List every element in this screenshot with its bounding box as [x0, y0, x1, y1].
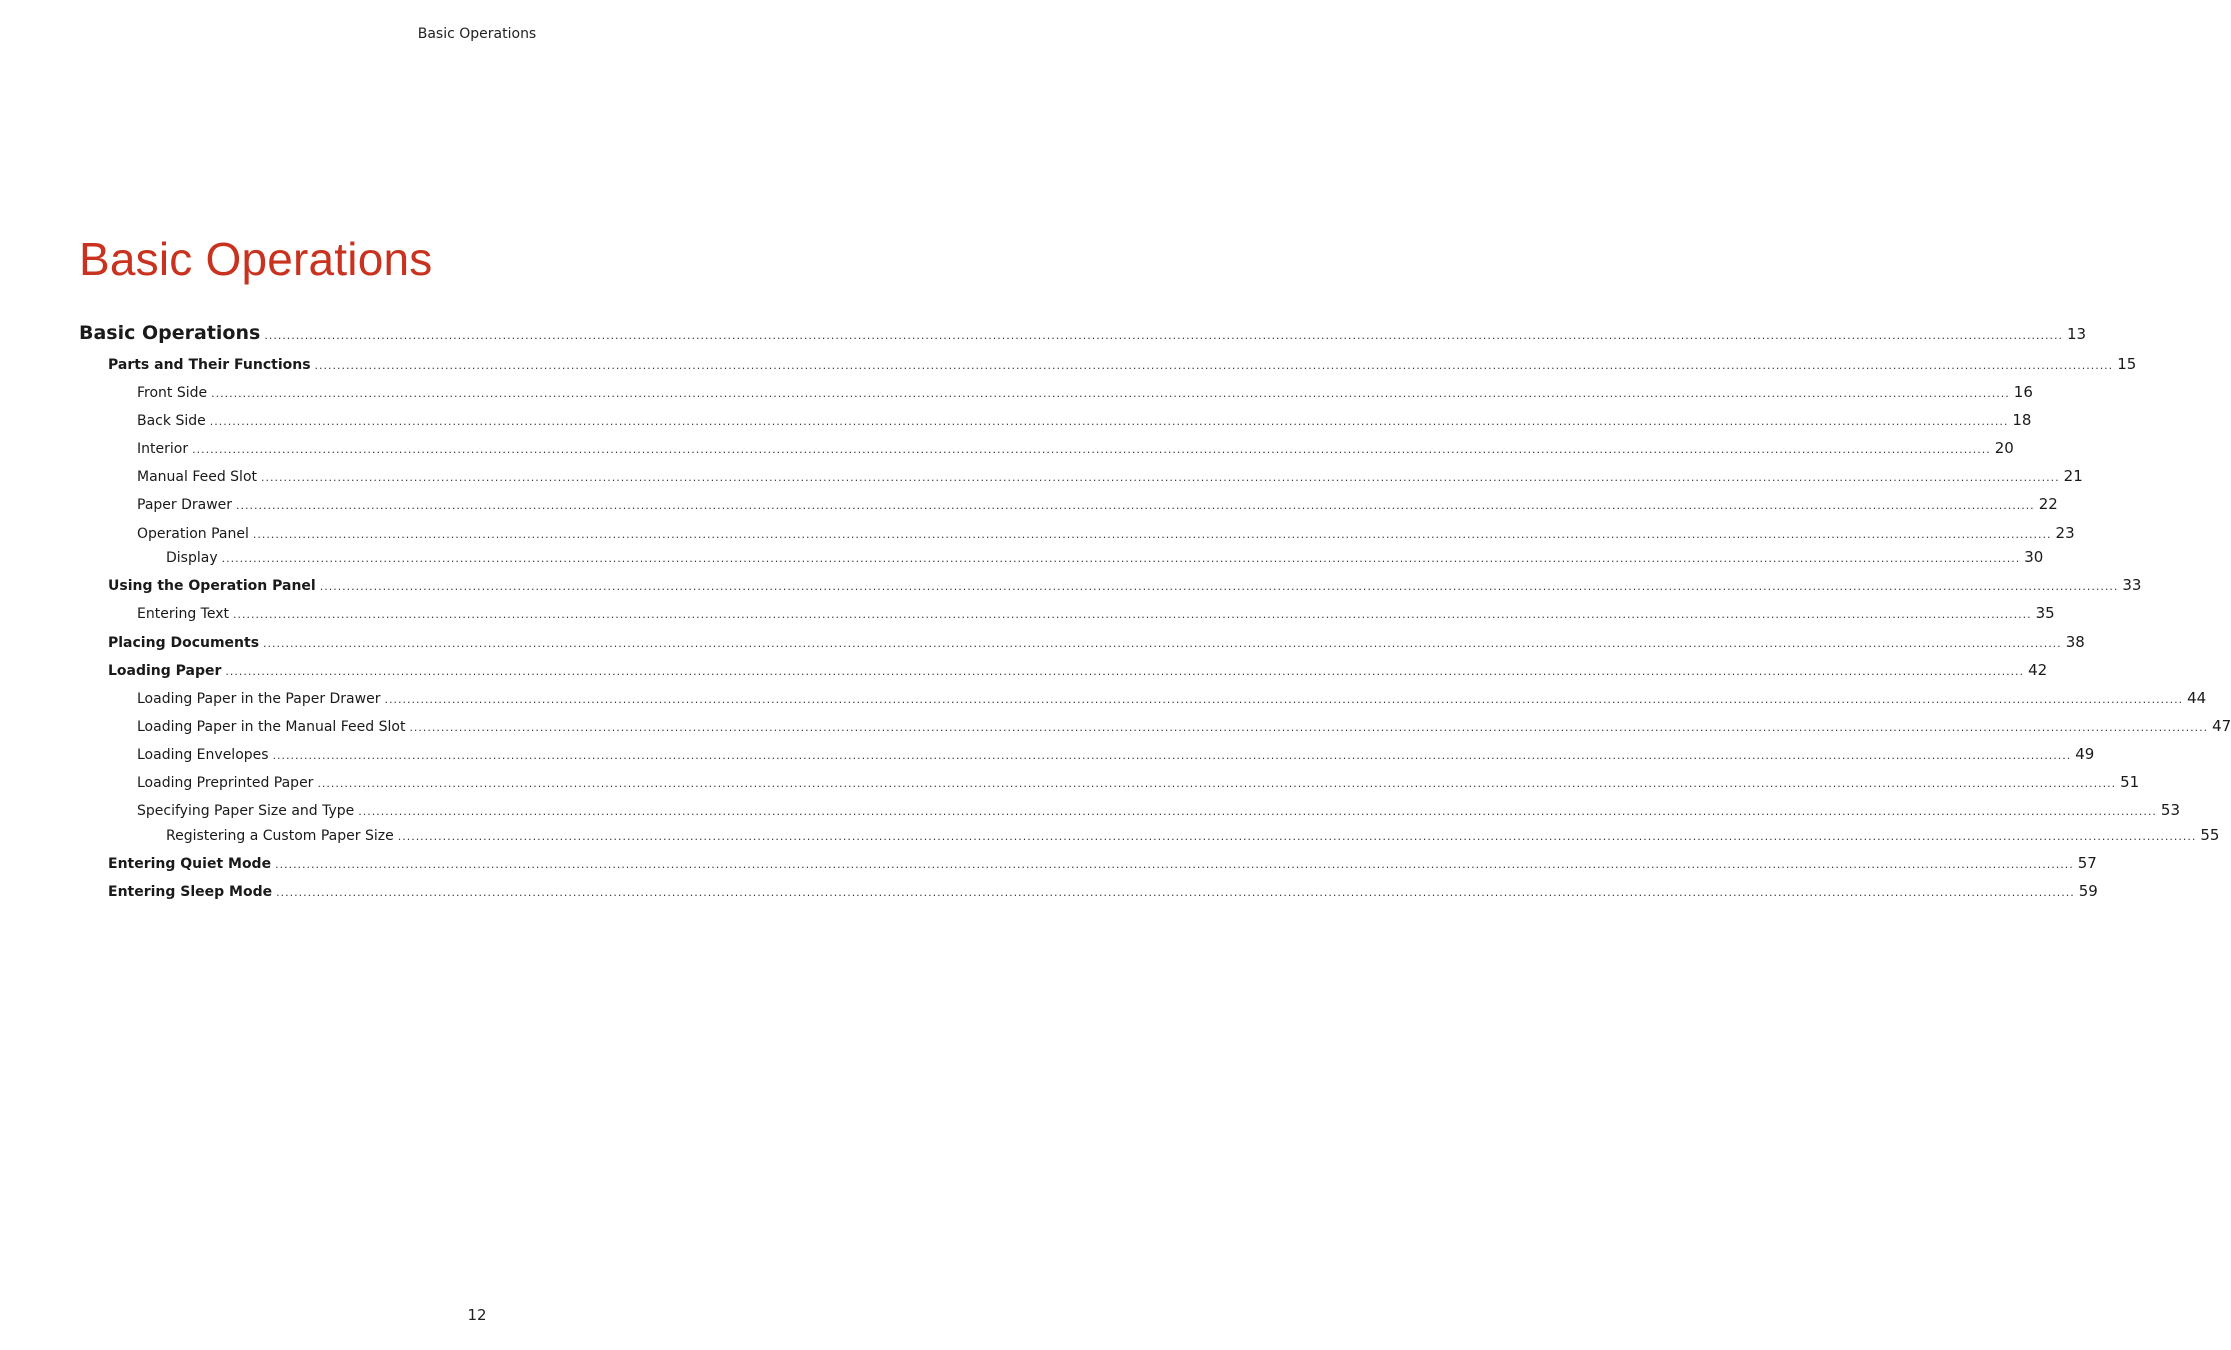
- toc-entry-page: 57: [2077, 854, 2097, 872]
- toc-entry-label: Display: [166, 550, 218, 566]
- toc-entry[interactable]: [137, 439, 2014, 457]
- toc-entry[interactable]: [137, 495, 2058, 513]
- toc-entry[interactable]: [137, 717, 2231, 735]
- toc-entry[interactable]: [108, 661, 2048, 679]
- toc-entry-label: Basic Operations: [79, 322, 261, 344]
- toc-entry-label: Manual Feed Slot: [137, 469, 258, 485]
- toc-entry-page: 18: [2012, 411, 2032, 429]
- toc-leader-dots: ................................................................................................................................................................................................................................................................................................................................................................................................................: [211, 387, 2010, 400]
- toc-entry-page: 35: [2035, 604, 2055, 622]
- toc-entry[interactable]: [108, 882, 2098, 900]
- toc-leader-dots: ................................................................................................................................................................................................................................................................................................................................................................................................................: [276, 886, 2075, 899]
- toc-entry-page: 49: [2075, 745, 2095, 763]
- toc-leader-dots: ................................................................................................................................................................................................................................................................................................................................................................................................................: [233, 608, 2032, 621]
- toc-entry-label: Registering a Custom Paper Size: [166, 828, 394, 844]
- toc-leader-dots: ................................................................................................................................................................................................................................................................................................................................................................................................................: [221, 552, 2021, 565]
- toc-entry-label: Entering Text: [137, 606, 229, 622]
- toc-entry[interactable]: [137, 745, 2095, 763]
- toc-entry[interactable]: [137, 467, 2083, 485]
- toc-entry[interactable]: [137, 604, 2055, 622]
- toc-entry-page: 53: [2160, 801, 2181, 819]
- toc-entry-page: 13: [2066, 325, 2087, 343]
- toc-leader-dots: ................................................................................................................................................................................................................................................................................................................................................................................................................: [397, 830, 2197, 843]
- toc-entry-page: 44: [2187, 689, 2207, 707]
- toc-leader-dots: ................................................................................................................................................................................................................................................................................................................................................................................................................: [225, 665, 2025, 678]
- toc-entry-label: Back Side: [137, 413, 206, 429]
- toc-leader-dots: ................................................................................................................................................................................................................................................................................................................................................................................................................: [236, 499, 2035, 512]
- toc-entry-label: Loading Paper: [108, 663, 222, 679]
- chapter-title: Basic Operations: [79, 233, 433, 285]
- toc-entry-label: Entering Sleep Mode: [108, 884, 273, 900]
- toc-entry-label: Paper Drawer: [137, 497, 233, 513]
- toc-entry-page: 20: [1994, 439, 2014, 457]
- toc-entry[interactable]: [137, 689, 2207, 707]
- toc-leader-dots: ................................................................................................................................................................................................................................................................................................................................................................................................................: [263, 637, 2062, 650]
- toc-entry-page: 22: [2038, 495, 2058, 513]
- toc-entry-page: 47: [2212, 717, 2231, 735]
- toc-entry-label: Loading Envelopes: [137, 747, 269, 763]
- toc-entry-label: Placing Documents: [108, 635, 260, 651]
- toc-entry-page: 55: [2200, 826, 2220, 844]
- toc-entry[interactable]: [108, 355, 2137, 373]
- toc-entry[interactable]: [137, 773, 2140, 791]
- toc-entry-label: Front Side: [137, 385, 208, 401]
- toc-entry-label: Loading Paper in the Paper Drawer: [137, 691, 381, 707]
- toc-entry-page: 38: [2065, 633, 2085, 651]
- toc-leader-dots: ................................................................................................................................................................................................................................................................................................................................................................................................................: [264, 329, 2063, 342]
- toc-leader-dots: ................................................................................................................................................................................................................................................................................................................................................................................................................: [261, 471, 2060, 484]
- toc-leader-dots: ................................................................................................................................................................................................................................................................................................................................................................................................................: [409, 721, 2209, 734]
- toc-entry-label: Parts and Their Functions: [108, 357, 311, 373]
- toc-entry-page: 16: [2013, 383, 2033, 401]
- toc-entry-label: Loading Preprinted Paper: [137, 775, 314, 791]
- toc-entry[interactable]: [166, 548, 2044, 566]
- toc-entry-label: Using the Operation Panel: [108, 578, 316, 594]
- toc-entry-page: 15: [2117, 355, 2137, 373]
- toc-leader-dots: ................................................................................................................................................................................................................................................................................................................................................................................................................: [314, 359, 2114, 372]
- toc-entry[interactable]: [137, 411, 2032, 429]
- toc-leader-dots: ................................................................................................................................................................................................................................................................................................................................................................................................................: [252, 528, 2052, 541]
- toc-leader-dots: ................................................................................................................................................................................................................................................................................................................................................................................................................: [275, 858, 2074, 871]
- toc-leader-dots: ................................................................................................................................................................................................................................................................................................................................................................................................................: [272, 749, 2072, 762]
- toc-leader-dots: ................................................................................................................................................................................................................................................................................................................................................................................................................: [319, 580, 2119, 593]
- toc-entry[interactable]: [79, 322, 2087, 344]
- toc-entry-label: Specifying Paper Size and Type: [137, 803, 355, 819]
- toc-entry[interactable]: [108, 576, 2142, 594]
- toc-entry-label: Operation Panel: [137, 526, 249, 542]
- toc-leader-dots: ................................................................................................................................................................................................................................................................................................................................................................................................................: [358, 805, 2157, 818]
- toc-entry-label: Loading Paper in the Manual Feed Slot: [137, 719, 406, 735]
- toc-entry-page: 59: [2078, 882, 2098, 900]
- toc-entry[interactable]: [166, 826, 2220, 844]
- toc-entry[interactable]: [108, 854, 2097, 872]
- toc-entry[interactable]: [137, 383, 2033, 401]
- toc-entry-label: Entering Quiet Mode: [108, 856, 272, 872]
- toc-entry-page: 21: [2063, 467, 2083, 485]
- toc-leader-dots: ................................................................................................................................................................................................................................................................................................................................................................................................................: [192, 443, 1991, 456]
- toc-entry-page: 42: [2028, 661, 2048, 679]
- running-header: Basic Operations: [417, 26, 537, 42]
- toc-entry-page: 51: [2120, 773, 2140, 791]
- toc-leader-dots: ................................................................................................................................................................................................................................................................................................................................................................................................................: [384, 693, 2184, 706]
- toc-entry-page: 23: [2055, 524, 2075, 542]
- toc-entry[interactable]: [137, 801, 2181, 819]
- toc-leader-dots: ................................................................................................................................................................................................................................................................................................................................................................................................................: [209, 415, 2009, 428]
- toc-entry-page: 33: [2122, 576, 2142, 594]
- toc-entry[interactable]: [137, 524, 2075, 542]
- page-number: 12: [467, 1306, 487, 1324]
- toc-leader-dots: ................................................................................................................................................................................................................................................................................................................................................................................................................: [317, 777, 2117, 790]
- toc-entry-page: 30: [2024, 548, 2044, 566]
- toc-entry-label: Interior: [137, 441, 189, 457]
- toc-entry[interactable]: [108, 633, 2085, 651]
